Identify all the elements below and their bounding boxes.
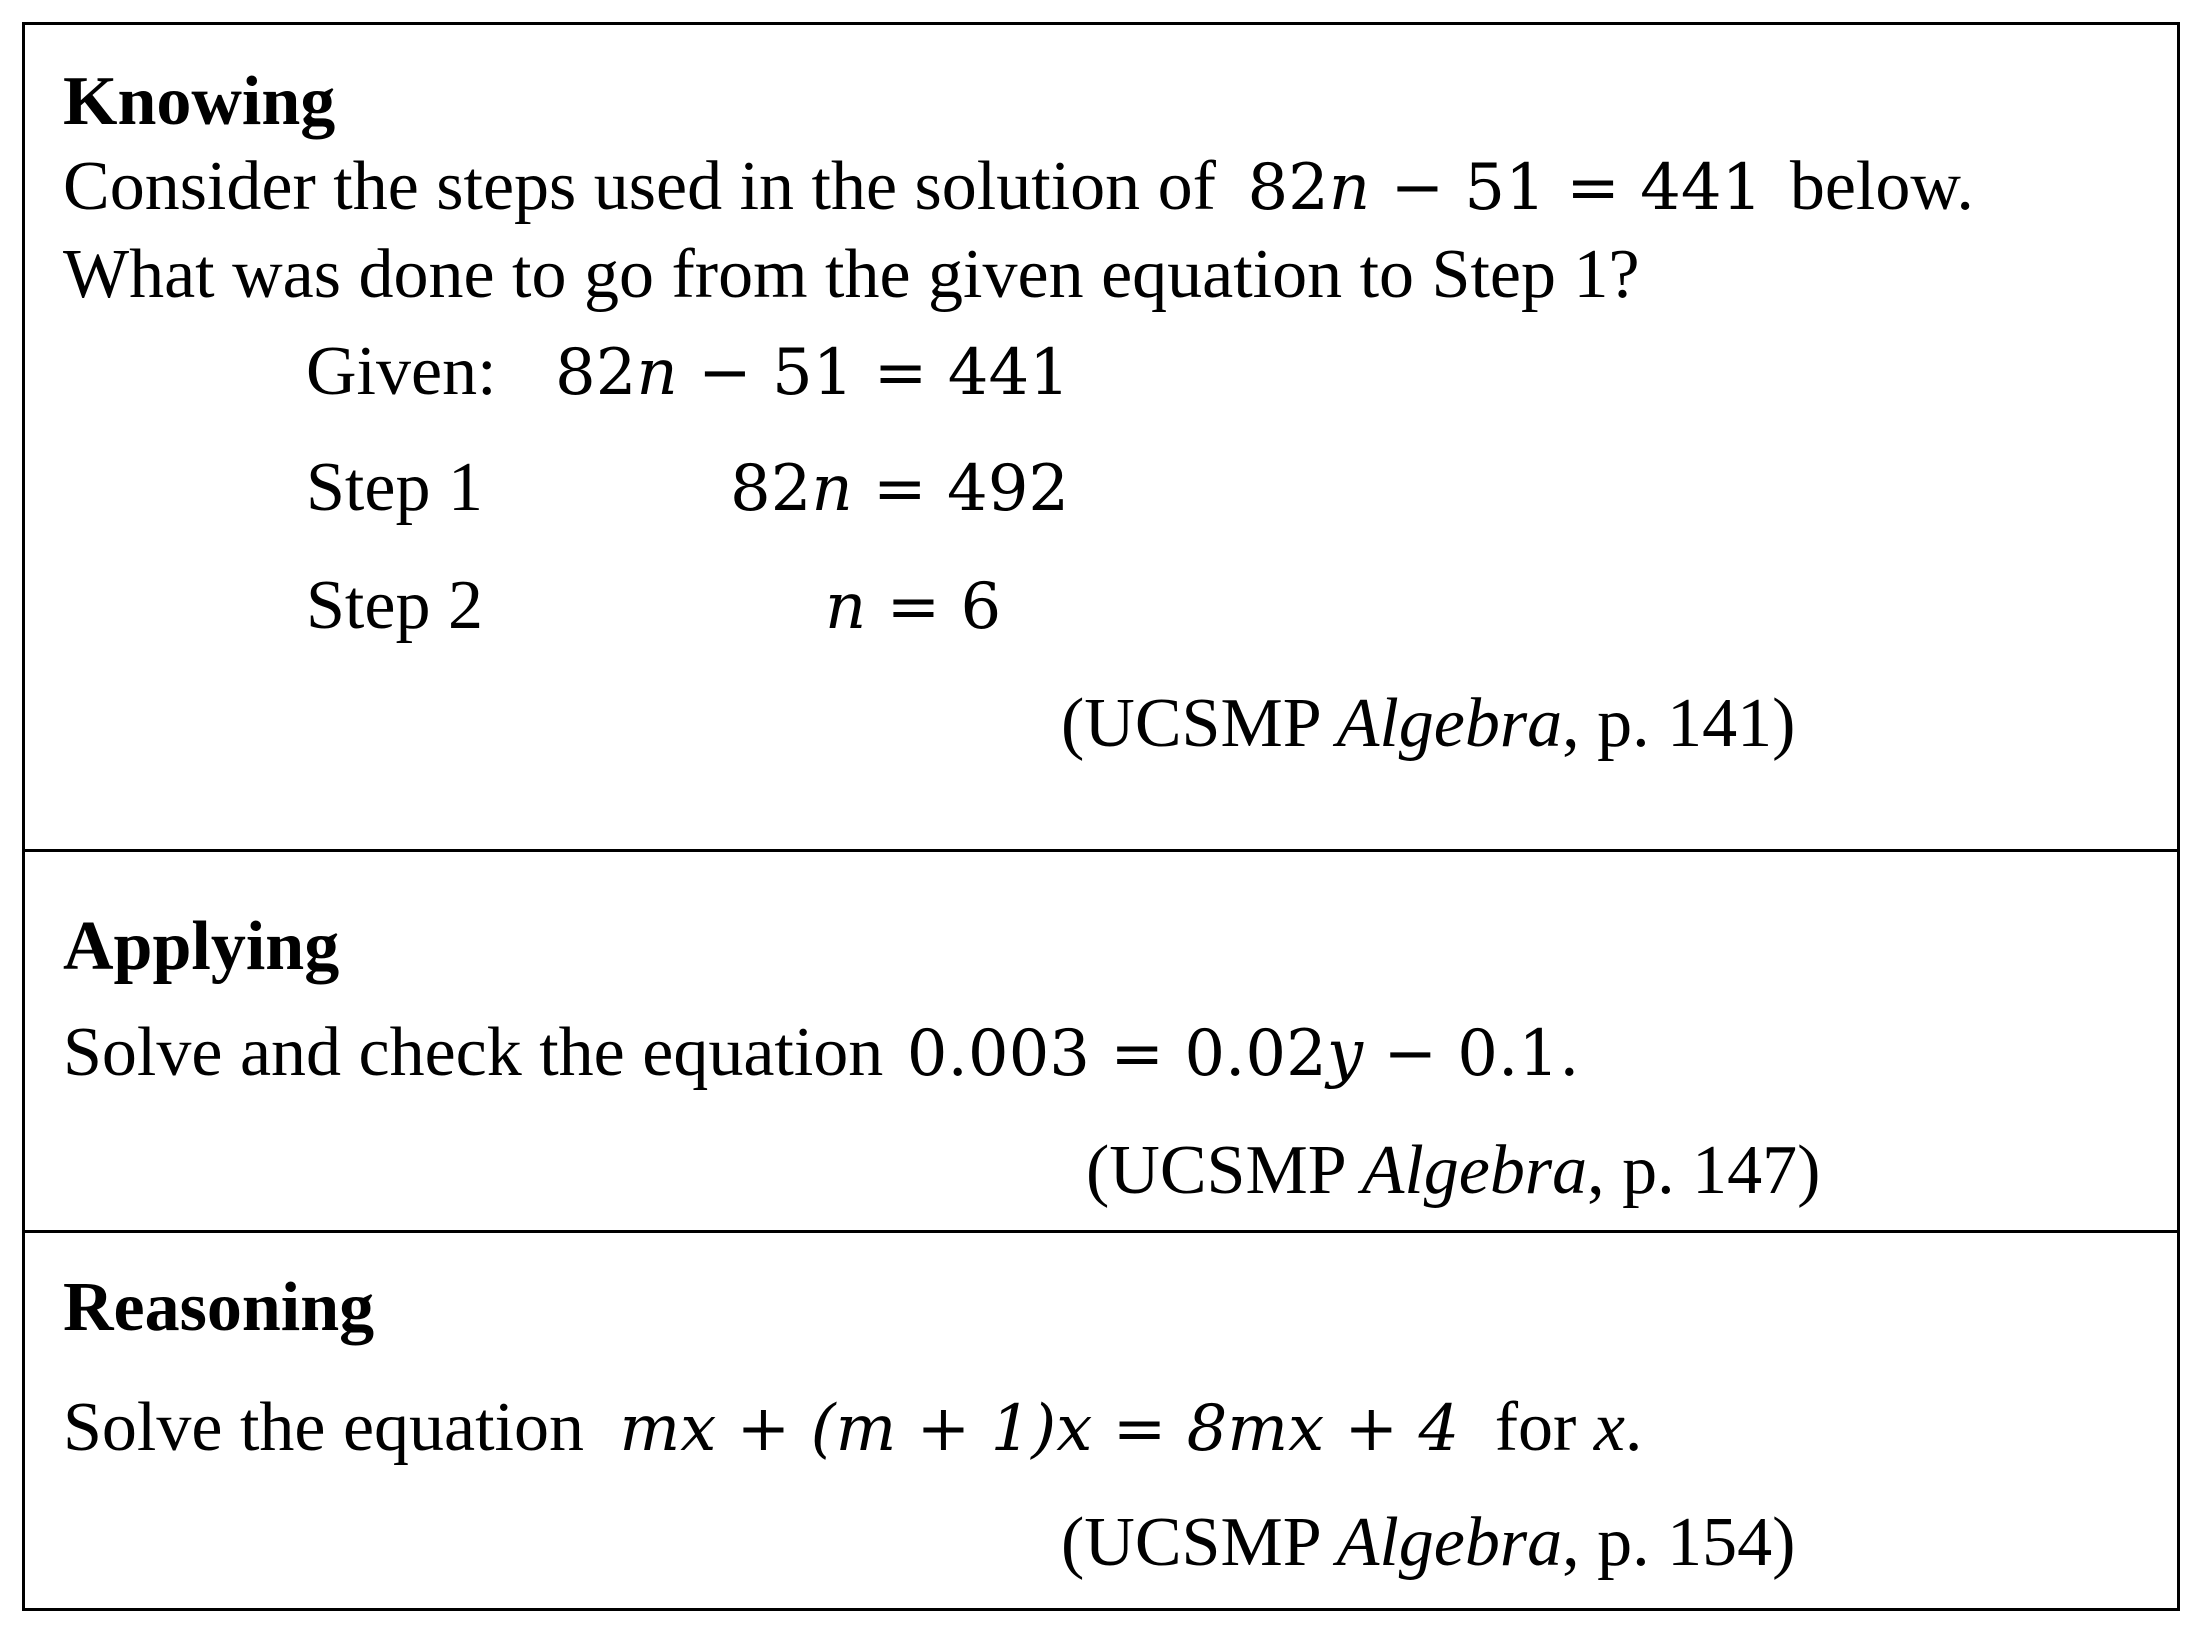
step-1-equation: 82n = 492: [730, 452, 1070, 526]
applying-section: [25, 852, 2177, 1233]
reasoning-citation: (UCSMP Algebra, p. 154): [1061, 1504, 1796, 1581]
reasoning-equation: mx + (m + 1)x = 8mx + 4: [619, 1392, 1460, 1466]
step-1-label: Step 1: [306, 449, 483, 526]
knowing-equation: 82n − 51 = 441: [1247, 151, 1763, 225]
reasoning-heading: Reasoning: [63, 1269, 375, 1346]
knowing-heading: Knowing: [63, 63, 336, 140]
applying-question: Solve and check the equation 0.003 = 0.02y − 0.1.: [63, 1014, 1580, 1091]
reasoning-question: Solve the equation mx + (m + 1)x = 8mx + 4 for x.: [63, 1389, 1643, 1466]
knowing-question-line-1: [63, 148, 1974, 225]
given-equation: 82n − 51 = 441: [555, 336, 1070, 410]
knowing-citation: (UCSMP Algebra, p. 141): [1061, 685, 1796, 762]
step-2-label: Step 2: [306, 567, 483, 644]
reasoning-section: [25, 1233, 2177, 1608]
problem-table: [22, 22, 2180, 1611]
knowing-question-line-2: What was done to go from the given equation to Step 1?: [63, 236, 1640, 313]
given-label: Given:: [306, 333, 497, 410]
applying-equation: 0.003 = 0.02y − 0.1.: [906, 1017, 1580, 1091]
knowing-section: [25, 25, 2177, 852]
applying-heading: Applying: [63, 908, 340, 985]
step-2-equation: n = 6: [825, 570, 1002, 644]
applying-citation: (UCSMP Algebra, p. 147): [1086, 1132, 1821, 1209]
knowing-question-text: Consider the steps used in the solution of: [63, 148, 1216, 225]
knowing-question-tail: below.: [1789, 148, 1974, 225]
